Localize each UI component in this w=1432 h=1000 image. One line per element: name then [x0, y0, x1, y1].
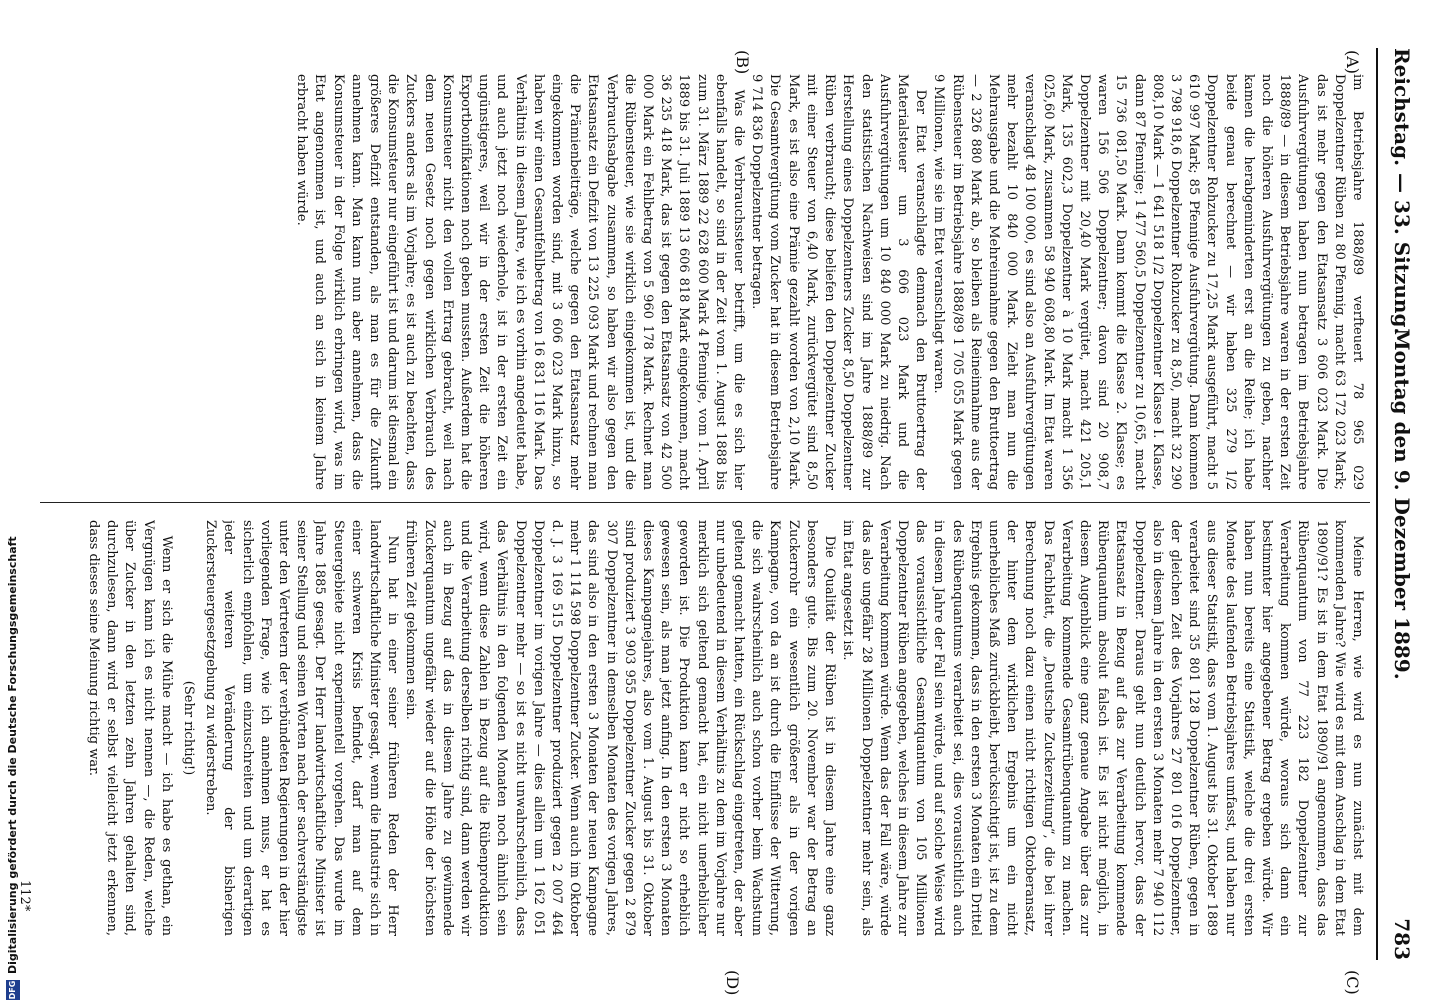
paragraph: Der Etat veranschlagte demnach den Bruttoertrag der Materialsteuer um 3 606 023 Mark und die Ausfuhrvergütungen um 10 840 000 Mark zu niedrig. Nach den statistischen Nachweisen sind im Jahre 1888/89 zur Herstellung eines Doppelzentners Zucker 8,50 Doppelzentner Rüben verbraucht; diese beliefen den Doppelzentner Zucker mit einer Steuer von 6,40 Mark, zurückvergütet sind 8,50 Mark, es ist also eine Prämie gezahlt worden von 2,10 Mark. Die Gesamtvergütung vom Zucker hat in diesem Betriebsjahre 9 714 836 Doppelzentner betragen.	[749, 74, 929, 490]
dfg-logo-icon: DFG	[6, 980, 20, 1000]
paragraph: Was die Verbrauchssteuer betrifft, um die es sich hier ebenfalls handelt, so sind in der Zeit vom 1. August 1888 bis zum 31. März 1889 22 628 600 Mark 4 Pfennige, vom 1. April 1889 bis 31. Juli 1889 13 606 818 Mark eingekommen, macht 36 235 418 Mark, das ist gegen den Etatsansatz von 42 500 000 Mark ein Fehlbetrag von 5 960 178 Mark. Rechnet man die Rübensteuer, wie sie wirklich eingekommen ist, und die Verbrauchsabgabe zusammen, so haben wir also gegen den Etatsansatz ein Defizit von 13 225 093 Mark und rechnen man die Prämienbeiträge, welche gegen den Etatsansatz mehr eingekommen worden sind, mit 3 606 023 Mark hinzu, so haben wir einen Gesamtfehlbetrag von 16 831 116 Mark. Das Verhältnis in diesem Jahre, wie ich es vorhin angedeutet habe, und auch jetzt noch wiederhole, ist in der ersten Zeit ein ungünstigeres, weil wir in der ersten Zeit die höheren Exportbonifikationen noch geben mussten. Außerdem hat die Konsumsteuer nicht den vollen Ertrag gebracht, weil nach dem neuen Gesetz noch gegen wirklichen Verbrauch des Zuckers anders als im Vorjahre; es ist auch zu beachten, dass die Konsumsteuer nur eingeführt ist und darum ist diesmal ein größeres Defizit entstanden, als man es für die Zukunft annehmen kann. Man kann nun aber annehmen, dass die Konsumsteuer in der Folge wirklich erbringen wird, was im Etat angenommen ist, und auch an sich in keinem Jahre erbracht haben würde.	[294, 74, 747, 490]
margin-marker-b: (B)	[733, 50, 752, 75]
right-text-column	[40, 520, 1366, 936]
paragraph: Die Qualität der Rüben ist in diesem Jahre eine ganz besonders gute. Bis zum 20. November war der Betrag an Zuckerrohr ein wesentlich größerer als in der vorigen Kampagne, von da an ist durch die Einflüsse der Witterung, die sich wahrscheinlich auch schon vorher beim Wachstum geltend gemacht hatten, ein Rückschlag eingetreten, der aber nur unbedeutend in diesem Verhältnis zu dem im Vorjahre nur merklich sich geltend gemacht hat, ein nicht unerheblicher geworden ist. Die Produktion kann er nicht so erheblich gewesen sein, als man jetzt anfing. In den ersten 3 Monaten dieses Kampagnejahres, also vom 1. August bis 31. Oktober sind produziert 3 903 955 Doppelzentner Zucker gegen 2 879 307 Doppelzentner in demselben Monaten des vorigen Jahres, das sind also in den ersten 3 Monaten der neuen Kampagne mehr 1 114 598 Doppelzentner Zucker. Wenn auch im Oktober d. J. 3 169 515 Doppelzentner produziert gegen 2 007 464 Doppelzentner im vorigen Jahre — dies allein um 1 162 051 Doppelzentner mehr — so ist es nicht unwahrscheinlich, dass das Verhältnis in den folgenden Monaten noch ähnlich sein wird, wenn diese Zahlen in Bezug auf die Rübenproduktion und die Verarbeitung derselben richtig sind, dann werden wir auch in Bezug auf das in diesem Jahre zu gewinnende Zuckerquantum ungefähr wieder auf die Höhe der höchsten früheren Zeit gekommen sein.	[403, 520, 838, 936]
column-divider	[40, 502, 1370, 503]
header-date: Montag den 9. Dezember 1889.	[1390, 328, 1414, 680]
paragraph: im Betriebsjahre 1888/89 verfteuert 78 965 029 Doppelzentner Rüben zu 80 Pfennig, macht 63 172 023 Mark; das ist mehr gegen den Etatsansatz 3 606 023 Mark. Die Ausfuhrvergütungen haben nun betragen im Betriebsjahre 1888/89 — in diesem Betriebsjahre waren in der ersten Zeit noch die höheren Ausfuhrvergütungen zu geben, nachher kamen die herabgeminderten erst an die Reihe; ich habe beide genau berechnet — wir haben 325 279 1/2 Doppelzentner Rohzucker zu 17,25 Mark ausgeführt, macht 5 610 997 Mark; 85 Pfennige Ausfuhrvergütung. Dann kommen 3 798 918,6 Doppelzentner Rohzucker zu 8,50, macht 32 290 808,10 Mark — 1 641 518 1/2 Doppelzentner Klasse I. Klasse, dann 87 Pfennige; 1 477 560,5 Doppelzentner zu 10,65, macht 15 736 081,50 Mark. Dann kommt die Klasse 2. Klasse; es waren 156 506 Doppelzentner; davon sind 20 908,7 Doppelzentner mit 20,40 Mark vergütet, macht 421 205,1 Mark, 135 602,3 Doppelzentner à 10 Mark macht 1 356 025,60 Mark, zusammen 58 940 608,80 Mark. Im Etat waren veranschlagt 48 100 000, es sind also an Ausfuhrvergütungen mehr bezahlt 10 840 000 Mark. Zieht man nun die Mehrausgabe und die Mehreinnahme gegen den Bruttoertrag — 2 326 880 Mark ab, so bleiben als Reineinnahme aus der Rübensteuer im Betriebsjahre 1888/89 1 705 055 Mark gegen 9 Millionen, wie sie im Etat veranschlagt waren.	[931, 74, 1365, 490]
header-rule	[1376, 48, 1378, 960]
margin-marker-a: (A)	[1343, 50, 1362, 75]
paragraph: Nun hat in einer seiner früheren Reden der Herr landwirtschaftliche Minister gesagt, wenn die Industrie sich in einer schweren Krisis befindet, darf man auf dem Steuergebiete nicht experimentell vorgehen. Das wurde im Jahre 1885 gesagt. Der Herr landwirtschaftliche Minister ist seiner Stellung und seinen Worten nach der sachverständigste unter den Vertretern der verbündeten Regierungen in der hier vorliegenden Frage, wie ich annehmen muss, er hat es sicherlich empfohlen, um einzuschreiten und um derartigen jeder weiteren Veränderung der bisherigen Zuckersteuergesetzgebung zu widerstreben.	[203, 520, 401, 936]
digitization-credit	[6, 0, 28, 1000]
margin-marker-c: (C)	[1343, 970, 1362, 995]
header-session: Reichstag. — 33. Sitzung.	[1390, 48, 1414, 335]
left-text-column	[40, 74, 1366, 490]
page-number: 783	[1390, 918, 1414, 960]
applause-note: (Sehr richtig!)	[181, 680, 196, 776]
paragraph: Wenn er sich die Mühe macht — ich habe es gethan, ein Vergnügen kann ich es nicht nennen —, die Reden, welche über Zucker in den letzten zehn Jahren gehalten sind, durchzulesen, dann wird er selbst vielleicht jetzt erkennen, dass dieses seine Meinung richtig war.	[85, 520, 174, 936]
paragraph: Meine Herren, wie wird es nun zunächst mit dem kommenden Jahre? Wie wird es mit dem Anschlag in dem Etat 1890/91? Es ist in dem Etat 1890/91 angenommen, dass das Rübenquantum von 77 223 182 Doppelzentner zur Verarbeitung kommen würde, woraus sich dann ein bestimmter hier angegebener Betrag ergeben würde. Wir haben nun bereits eine Statistik, welche die drei ersten Monate des laufenden Betriebsjahres umfasst, und haben nur aus dieser Statistik, dass vom 1. August bis 31. Oktober 1889 verarbeitet sind 35 801 128 Doppelzentner Rüben, gegen in der gleichen Zeit des Vorjahres 27 801 016 Doppelzentner, also in diesem Jahre in den ersten 3 Monaten mehr 7 940 112 Doppelzentner. Daraus geht nun deutlich hervor, dass der Etatsansatz in Bezug auf das zur Verarbeitung kommende Rübenquantum absolut falsch ist. Es ist nicht möglich, in diesem Augenblick eine ganz genaue Angabe über das zur Verarbeitung kommende Gesamtrübenquantum zu machen. Das Fachblatt, die „Deutsche Zuckerzeitung“, die bei ihrer Berechnung noch dazu einen nicht richtigen Oktoberansatz, der hinter dem wirklichen Ergebnis um ein nicht unerhebliches Maß zurückbleibt, berücksichtigt ist, ist zu dem Ergebnis gekommen, dass in den ersten 3 Monaten ein Drittel des Rübenquantums verarbeitet sei, dies vorausichtlich auch in diesem Jahre der Fall sein würde, und auf solche Weise wird das voraussichtliche Gesamtquantum von 105 Millionen Doppelzentner Rüben angegeben, welches in diesem Jahre zur Verarbeitung kommen würde. Wenn das der Fall wäre, würde das also ungefähr 28 Millionen Doppelzentner mehr sein, als im Etat angesetzt ist.	[840, 520, 1365, 936]
margin-marker-d: (D)	[723, 970, 742, 996]
signature-mark: 112*	[17, 880, 32, 912]
credit-text: Digitalisierung gefördert durch die Deutsche Forschungsgemeinschaft	[6, 536, 19, 974]
page-header	[1380, 48, 1420, 960]
